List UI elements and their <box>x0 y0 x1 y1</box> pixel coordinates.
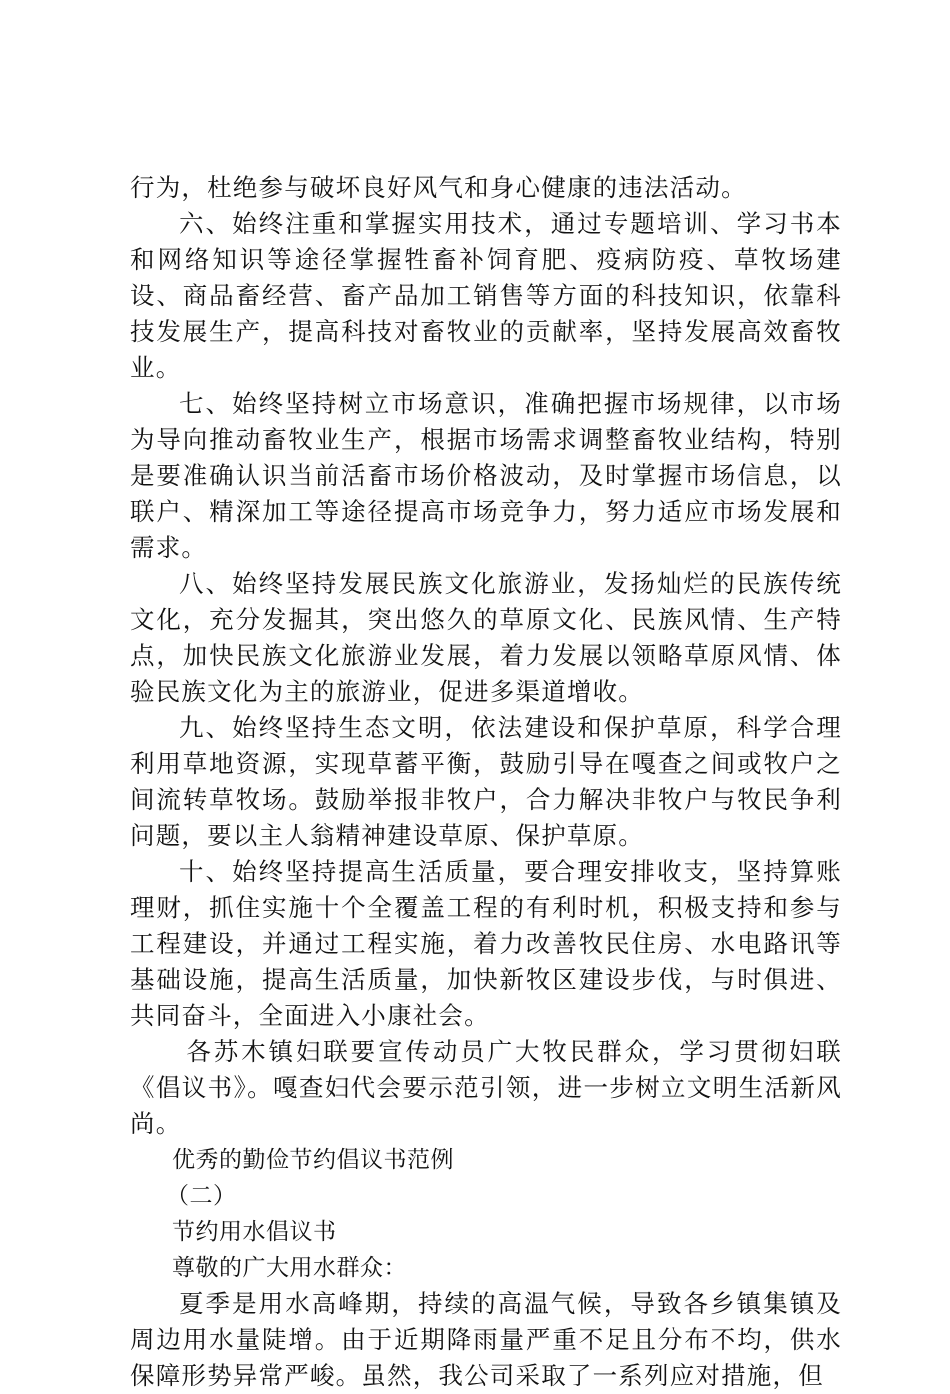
section-number: （二） <box>166 1183 237 1209</box>
salutation: 尊敬的广大用水群众： <box>172 1255 407 1281</box>
letter-body-paragraph: 夏季是用水高峰期，持续的高温气候，导致各乡镇集镇及周边用水量陡增。由于近期降雨量严重不足且分布不均，供水保障形势异常严峻。虽然，我公司采取了一系列应对措施，但 <box>130 1289 842 1390</box>
paragraph-continuation: 行为，杜绝参与破坏良好风气和身心健康的违法活动。 <box>130 173 747 202</box>
paragraph-closing: 各苏木镇妇联要宣传动员广大牧民群众，学习贯彻妇联《倡议书》。嘎查妇代会要示范引领，进一步树立文明生活新风尚。 <box>130 1037 842 1138</box>
paragraph-item-10: 十、始终坚持提高生活质量，要合理安排收支，坚持算账理财，抓住实施十个全覆盖工程的有利时机，积极支持和参与工程建设，并通过工程实施，着力改善牧民住房、水电路讯等基础设施，提高生活质量，加快新牧区建设步伐，与时俱进、共同奋斗，全面进入小康社会。 <box>130 857 842 1030</box>
paragraph-item-7: 七、始终坚持树立市场意识，准确把握市场规律，以市场为导向推动畜牧业生产，根据市场需求调整畜牧业结构，特别是要准确认识当前活畜市场价格波动，及时掌握市场信息，以联户、精深加工等途径提高市场竞争力，努力适应市场发展和需求。 <box>130 389 842 562</box>
letter-title: 节约用水倡议书 <box>172 1219 337 1245</box>
paragraph-item-6: 六、始终注重和掌握实用技术，通过专题培训、学习书本和网络知识等途径掌握牲畜补饲育肥、疫病防疫、草牧场建设、商品畜经营、畜产品加工销售等方面的科技知识，依靠科技发展生产，提高科技对畜牧业的贡献率，坚持发展高效畜牧业。 <box>130 209 842 382</box>
paragraph-item-9: 九、始终坚持生态文明，依法建设和保护草原，科学合理利用草地资源，实现草蓄平衡，鼓励引导在嘎查之间或牧户之间流转草牧场。鼓励举报非牧户，合力解决非牧户与牧民争利问题，要以主人翁精神建设草原、保护草原。 <box>130 713 842 850</box>
document-body <box>130 170 842 1394</box>
section-title: 优秀的勤俭节约倡议书范例 <box>172 1147 454 1173</box>
paragraph-item-8: 八、始终坚持发展民族文化旅游业，发扬灿烂的民族传统文化，充分发掘其，突出悠久的草原文化、民族风情、生产特点，加快民族文化旅游业发展，着力发展以领略草原风情、体验民族文化为主的旅游业，促进多渠道增收。 <box>130 569 842 706</box>
